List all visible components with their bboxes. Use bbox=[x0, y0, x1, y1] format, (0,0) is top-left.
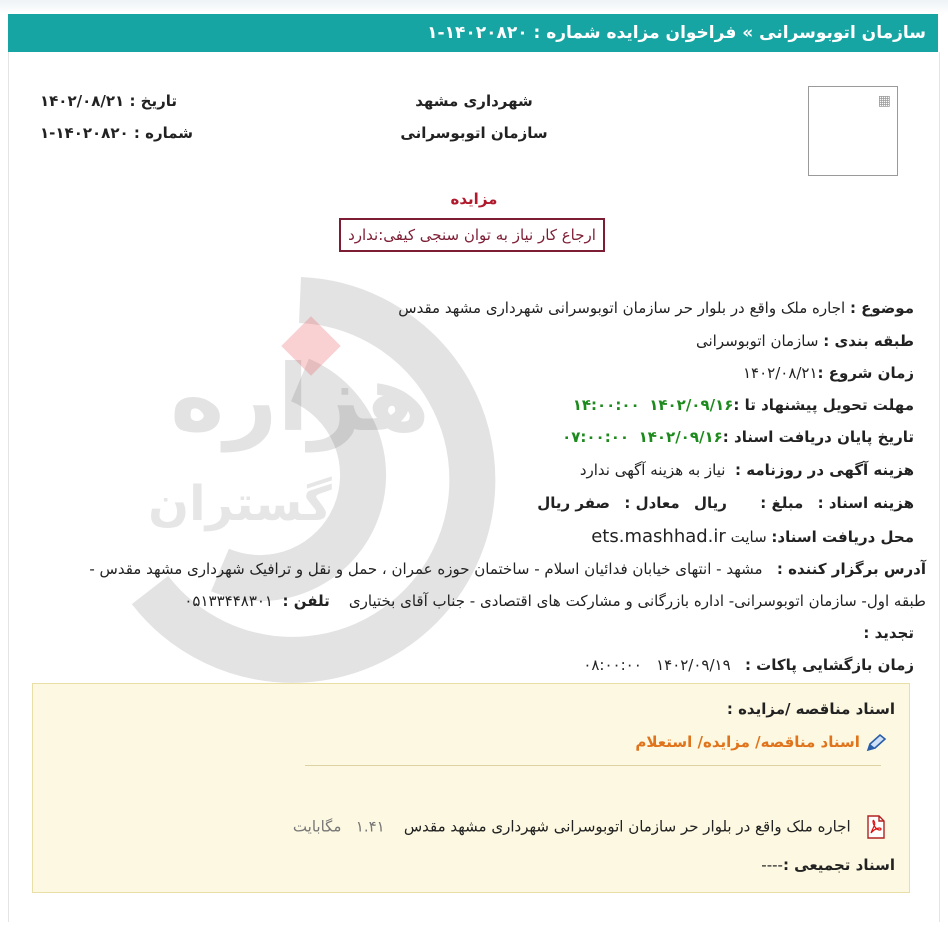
documents-section-label: اسناد مناقصه /مزایده : bbox=[726, 700, 895, 718]
receive-place-label: محل دریافت اسناد: bbox=[771, 528, 914, 546]
pdf-file-icon bbox=[865, 815, 887, 839]
organizer-address-label: آدرس برگزار کننده : bbox=[776, 560, 926, 578]
start-row bbox=[743, 364, 914, 382]
aggregate-docs-value: ---- bbox=[761, 856, 783, 874]
documents-panel bbox=[32, 683, 910, 893]
newspaper-value: نیاز به هزینه آگهی ندارد bbox=[579, 461, 726, 479]
date-label: تاریخ : bbox=[129, 92, 178, 110]
opening-time: ۰۸:۰۰:۰۰ bbox=[583, 656, 642, 674]
organizer-address-row bbox=[89, 560, 926, 578]
documents-divider bbox=[305, 765, 881, 766]
date-value: ۱۴۰۲/۰۸/۲۱ bbox=[40, 92, 125, 110]
category-value: سازمان اتوبوسرانی bbox=[695, 332, 819, 350]
document-file-size: ۱.۴۱ bbox=[355, 817, 385, 836]
equiv-value: صفر ریال bbox=[537, 494, 611, 512]
category-label: طبقه بندی : bbox=[823, 332, 914, 350]
aggregate-docs-label: اسناد تجمیعی : bbox=[782, 856, 895, 874]
bid-deadline-time: ۱۴:۰۰:۰۰ bbox=[572, 396, 640, 414]
equiv-label: معادل : bbox=[624, 494, 680, 512]
page-header bbox=[8, 14, 938, 52]
svg-text:هزاره: هزاره bbox=[170, 345, 430, 452]
doc-deadline-row bbox=[562, 428, 914, 446]
newspaper-row bbox=[580, 461, 914, 479]
document-file-unit: مگابایت bbox=[292, 817, 342, 836]
organizer-address-line1: مشهد - انتهای خیابان فدائیان اسلام - ساختمان حوزه عمران ، حمل و نقل و ترافیک شهرداری مشهد مقدس - bbox=[89, 560, 763, 578]
number-field bbox=[40, 124, 193, 142]
opening-label: زمان بازگشایی پاکات : bbox=[744, 656, 914, 674]
newspaper-label: هزینه آگهی در روزنامه : bbox=[735, 461, 914, 479]
bid-deadline-row bbox=[573, 396, 914, 414]
amount-label: مبلغ : bbox=[760, 494, 804, 512]
documents-link-row[interactable] bbox=[635, 732, 887, 753]
receive-place-site[interactable]: ets.mashhad.ir bbox=[591, 526, 726, 547]
aggregate-docs-row bbox=[761, 856, 895, 874]
broken-image-icon: ▦ bbox=[877, 93, 891, 109]
organizer-address-line2: طبقه اول- سازمان اتوبوسرانی- اداره بازرگانی و مشارکت های اقتصادی - جناب آقای بختیاری bbox=[348, 592, 926, 610]
subject-row bbox=[398, 299, 914, 317]
subject-label: موضوع : bbox=[849, 299, 914, 317]
quality-assessment-box: ارجاع کار نیاز به توان سنجی کیفی:ندارد bbox=[339, 218, 605, 252]
number-value: ۱۴۰۲۰۸۲۰-۱ bbox=[40, 124, 129, 142]
edit-pencil-icon bbox=[865, 733, 887, 753]
bid-deadline-date: ۱۴۰۲/۰۹/۱۶ bbox=[649, 396, 734, 414]
organizer-address-row2 bbox=[184, 592, 926, 610]
opening-date: ۱۴۰۲/۰۹/۱۹ bbox=[656, 656, 731, 674]
category-row bbox=[696, 332, 914, 350]
receive-place-prefix: سایت bbox=[730, 528, 767, 546]
documents-link[interactable]: اسناد مناقصه/ مزایده/ استعلام bbox=[635, 733, 860, 751]
document-file-name[interactable]: اجاره ملک واقع در بلوار حر سازمان اتوبوسرانی شهرداری مشهد مقدس bbox=[403, 817, 851, 836]
notice-type: مزایده bbox=[450, 190, 498, 208]
start-value: ۱۴۰۲/۰۸/۲۱ bbox=[742, 364, 818, 382]
doc-deadline-date: ۱۴۰۲/۰۹/۱۶ bbox=[638, 428, 723, 446]
org-name-line1: شهرداری مشهد bbox=[415, 92, 533, 110]
document-file-row[interactable] bbox=[293, 815, 887, 839]
subject-value: اجاره ملک واقع در بلوار حر سازمان اتوبوسرانی شهرداری مشهد مقدس bbox=[398, 299, 846, 317]
phone-value: ۰۵۱۳۳۴۴۸۳۰۱ bbox=[184, 592, 273, 610]
doc-cost-row bbox=[537, 494, 914, 512]
organization-logo bbox=[808, 86, 898, 176]
renewal-row bbox=[863, 624, 914, 642]
receive-place-row bbox=[591, 526, 914, 547]
doc-cost-label: هزینه اسناد : bbox=[817, 494, 914, 512]
opening-row bbox=[583, 656, 914, 674]
doc-deadline-label: تاریخ پایان دریافت اسناد : bbox=[722, 428, 914, 446]
doc-deadline-time: ۰۷:۰۰:۰۰ bbox=[562, 428, 630, 446]
start-label: زمان شروع : bbox=[817, 364, 914, 382]
svg-text:گستران: گستران bbox=[148, 476, 332, 532]
number-label: شماره : bbox=[133, 124, 194, 142]
breadcrumb: سازمان اتوبوسرانی » فراخوان مزایده شماره : ۱۴۰۲۰۸۲۰-۱ bbox=[427, 23, 926, 43]
phone-label: تلفن : bbox=[282, 592, 330, 610]
top-strip bbox=[0, 0, 948, 14]
amount-unit: ریال bbox=[693, 494, 727, 512]
bid-deadline-label: مهلت تحویل پیشنهاد تا : bbox=[733, 396, 914, 414]
org-name-line2: سازمان اتوبوسرانی bbox=[400, 124, 548, 142]
renewal-label: تجدید : bbox=[863, 624, 914, 642]
date-field bbox=[40, 92, 177, 110]
